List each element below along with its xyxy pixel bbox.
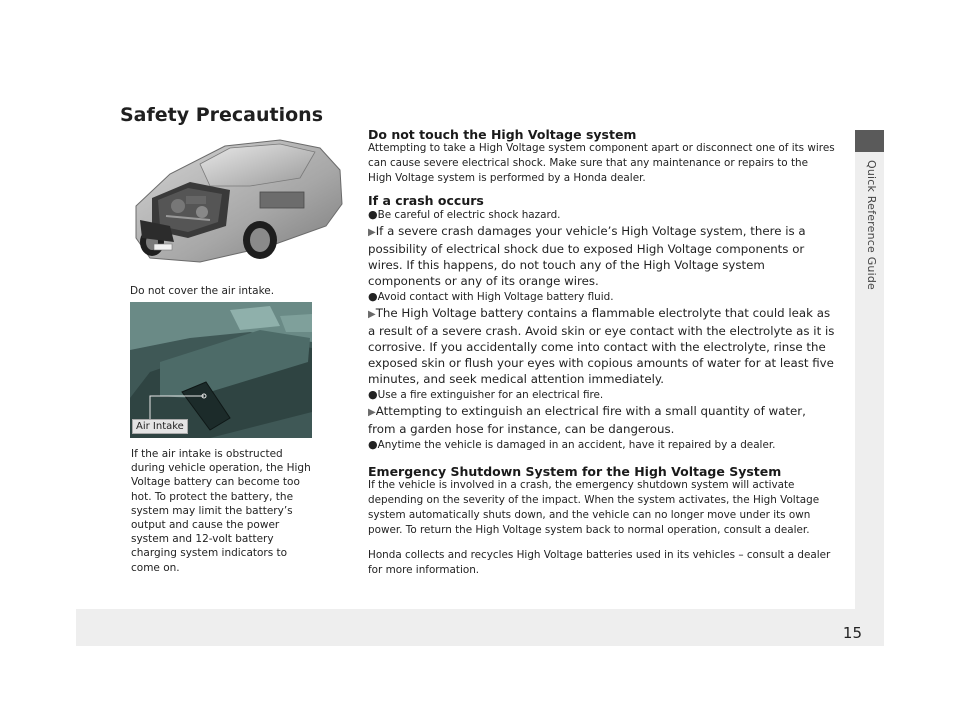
arrow-icon: ▶ — [368, 227, 376, 238]
crash-item-1-detail — [368, 223, 835, 289]
crash-item-2 — [368, 289, 835, 305]
page-number: 15 — [842, 624, 862, 642]
side-tab-label[interactable]: Quick Reference Guide — [865, 160, 878, 290]
no-touch-text: Attempting to take a High Voltage system component apart or disconnect one of its wires can cause severe electrical shock. Make sure that any maintenance or repairs to the High Voltage system is performed by a Honda dealer. — [368, 142, 835, 184]
shutdown-heading: Emergency Shutdown System for the High Voltage System — [368, 464, 782, 479]
air-intake-warning: If the air intake is obstructed during vehicle operation, the High Voltage battery can become too hot. To protect the battery, the system may limit the battery’s output and cause the power system and 12-volt battery charging system indicators to come on. — [131, 448, 311, 574]
crash-item-3-text: Attempting to extinguish an electrical fire with a small quantity of water, from a garden hose for instance, can be dangerous. — [368, 404, 806, 436]
arrow-icon: ▶ — [368, 309, 376, 320]
bullet-icon: ● — [368, 438, 378, 451]
air-intake-caption: Do not cover the air intake. — [130, 285, 275, 297]
shutdown-text: If the vehicle is involved in a crash, the emergency shutdown system will activate depending on the severity of the impact. When the system activates, the High Voltage system automatically shuts down, and the vehicle can no longer move under its own power. To return the High Voltage system back to normal operation, consult a dealer. — [368, 479, 820, 536]
crash-item-2-text: The High Voltage battery contains a flammable electrolyte that could leak as a result of a severe crash. Avoid skin or eye contact with the electrolyte as it is corrosive. If you accidentally come into contact with the electrolyte, rinse the exposed skin or flush your eyes with copious amounts of water for at least five minutes, and seek medical attention immediately. — [368, 306, 835, 386]
crash-item-2-detail — [368, 305, 835, 387]
crash-item-3 — [368, 387, 835, 403]
crash-item-1-title: Be careful of electric shock hazard. — [377, 209, 561, 221]
air-intake-photo — [130, 302, 312, 438]
crash-item-4-title: Anytime the vehicle is damaged in an accident, have it repaired by a dealer. — [377, 439, 776, 451]
car-cutaway-illustration — [130, 134, 345, 266]
crash-item-2-title: Avoid contact with High Voltage battery fluid. — [377, 291, 614, 303]
air-intake-label: Air Intake — [132, 419, 188, 434]
bullet-icon: ● — [368, 388, 378, 401]
arrow-icon: ▶ — [368, 407, 376, 418]
side-tab-marker — [855, 130, 884, 152]
rear-seat-illustration — [130, 302, 312, 438]
crash-item-3-title: Use a fire extinguisher for an electrical fire. — [377, 389, 604, 401]
crash-item-3-detail — [368, 403, 835, 437]
footer-band — [76, 609, 884, 646]
crash-heading: If a crash occurs — [368, 193, 484, 208]
page-title: Safety Precautions — [120, 104, 324, 126]
crash-item-1 — [368, 207, 835, 223]
bullet-icon: ● — [368, 290, 378, 303]
recycle-text: Honda collects and recycles High Voltage batteries used in its vehicles – consult a dealer for more information. — [368, 549, 831, 576]
crash-item-4 — [368, 437, 835, 453]
bullet-icon: ● — [368, 208, 378, 221]
crash-item-1-text: If a severe crash damages your vehicle’s High Voltage system, there is a possibility of electrical shock due to exposed High Voltage components or wires. If this happens, do not touch any of the High Voltage system components or any of its orange wires. — [368, 224, 806, 288]
main-column — [368, 128, 835, 578]
no-touch-heading: Do not touch the High Voltage system — [368, 127, 637, 142]
